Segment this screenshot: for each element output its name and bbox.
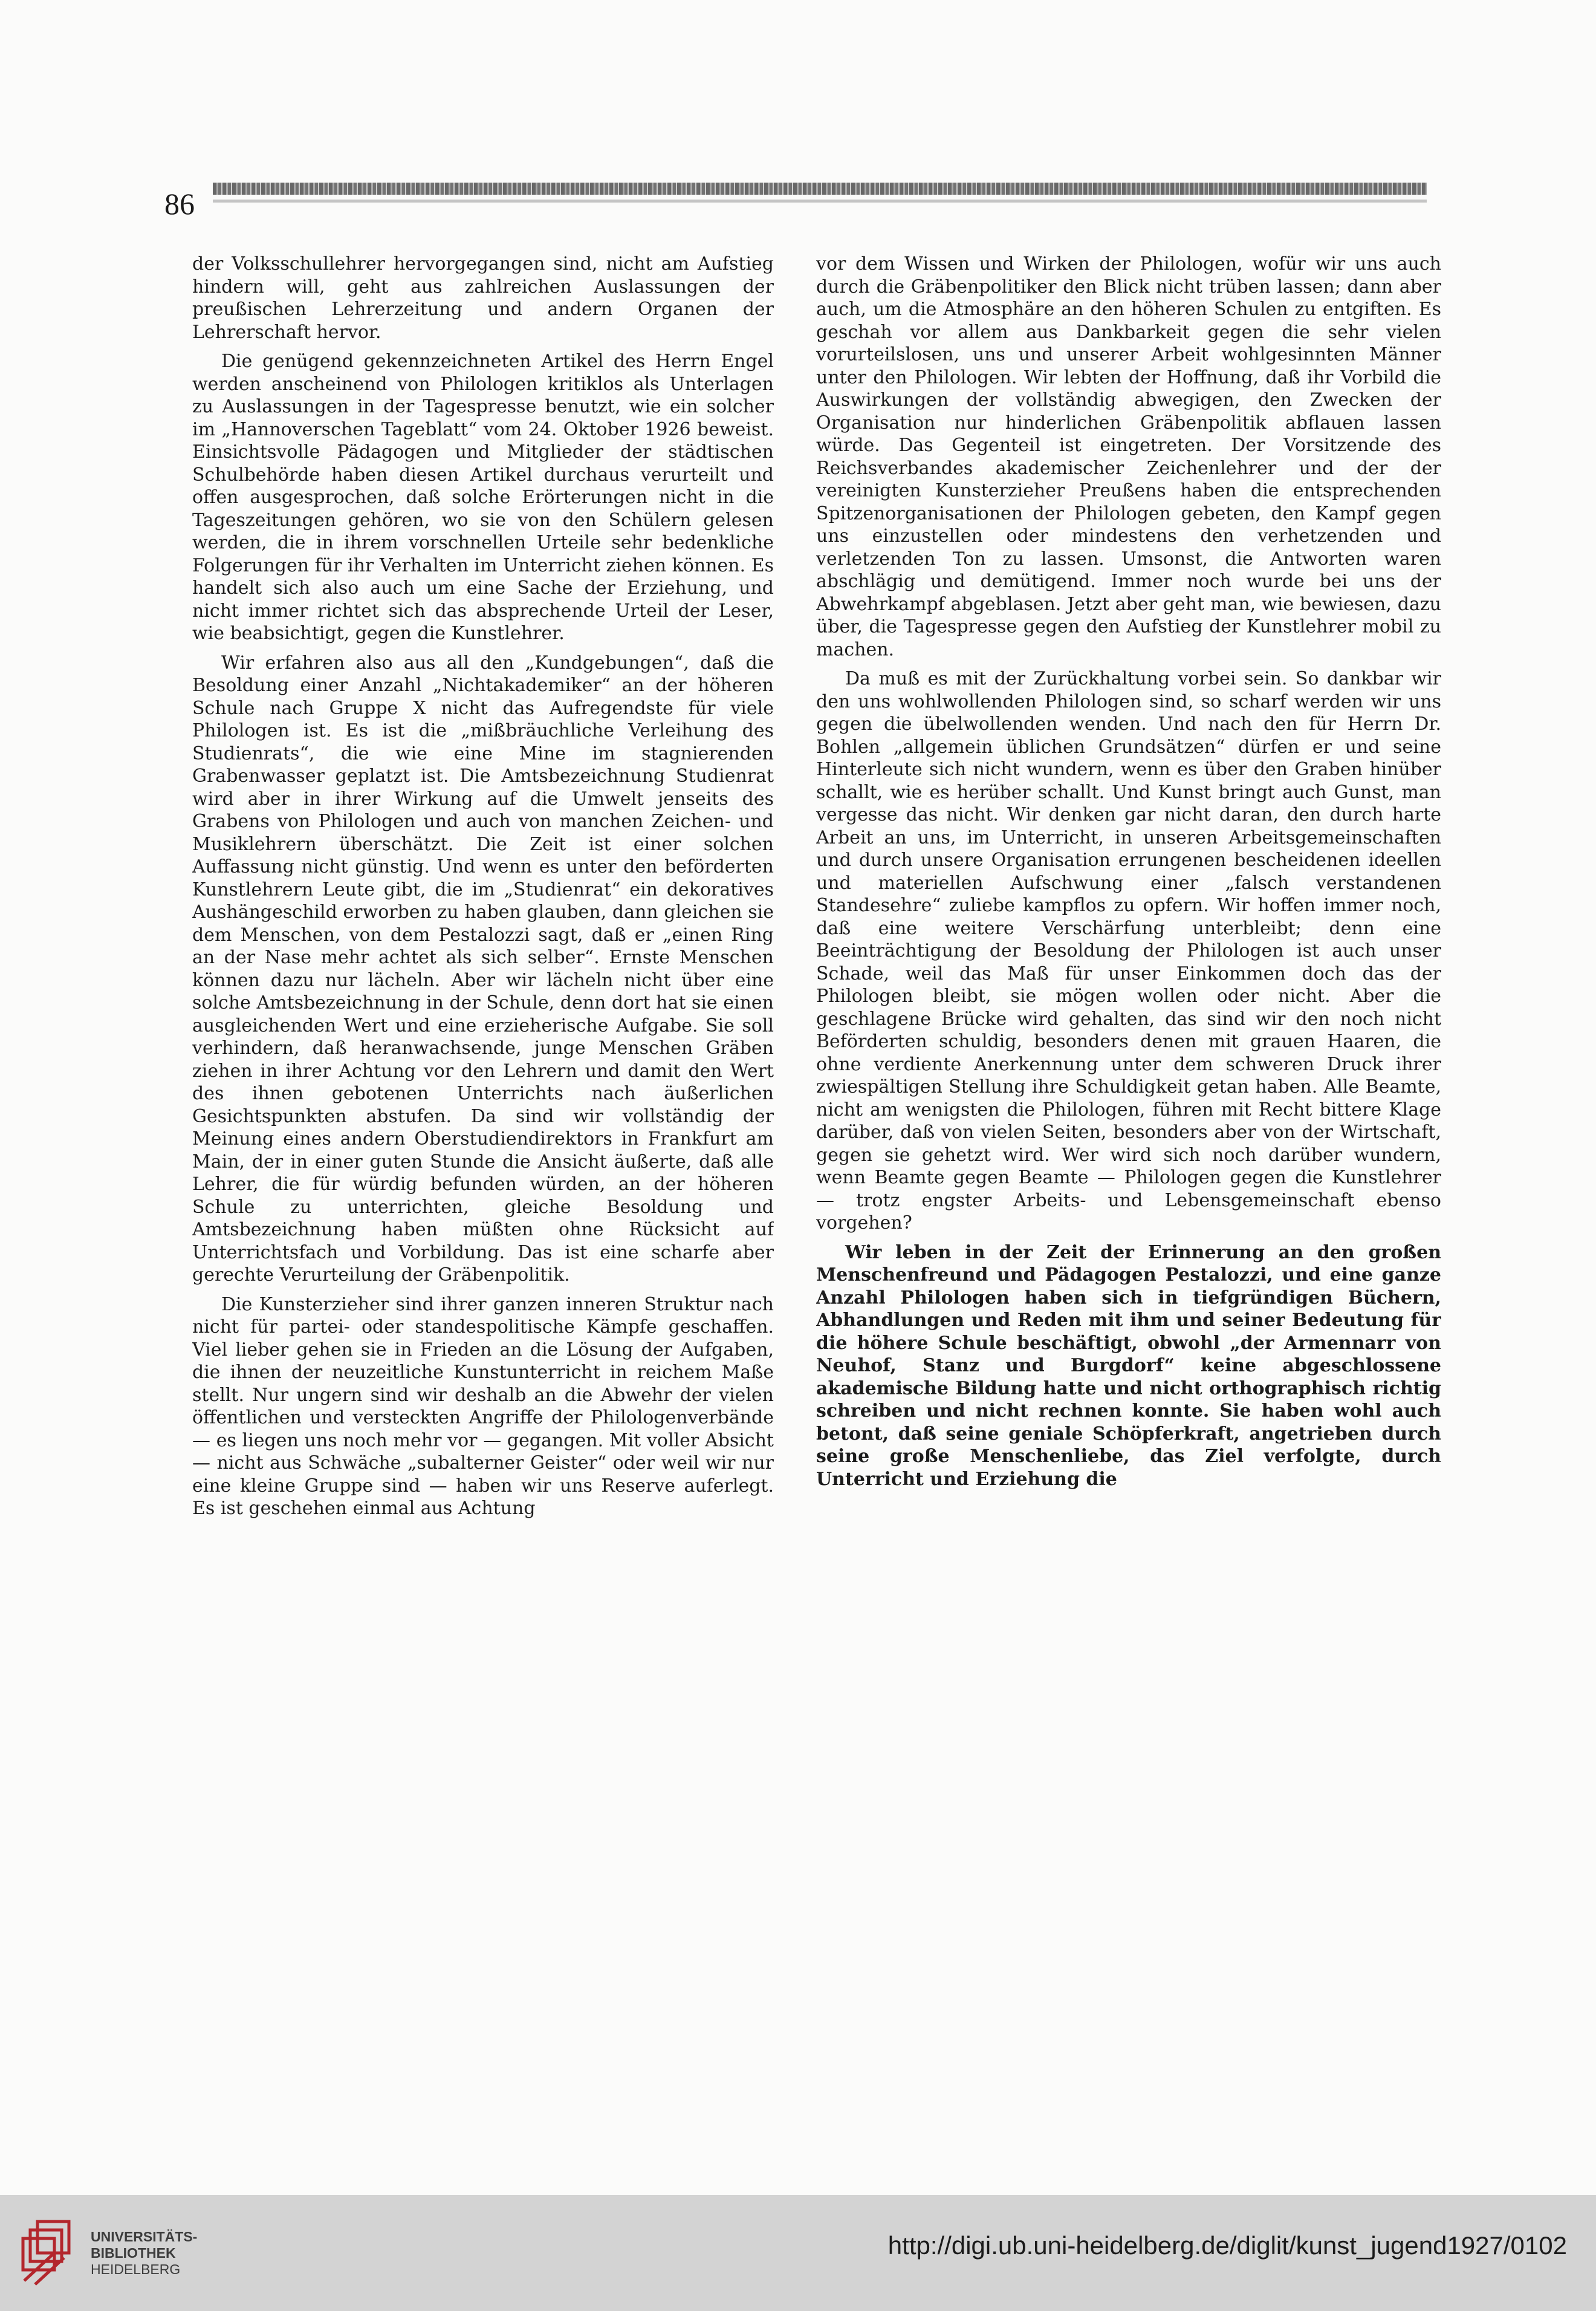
right-column <box>816 253 1441 2091</box>
logo-line: UNIVERSITÄTS- <box>91 2229 198 2244</box>
paragraph: Die Kunsterzieher sind ihrer ganzen inneren Struktur nach nicht für partei- oder standespolitische Kämpfe geschaffen. Viel lieber gehen sie in Frieden an die Lösung der Aufgaben, die ihnen der neuzeitliche Kunstunterricht in reichem Maße stellt. Nur ungern sind wir deshalb an die Abwehr der vielen öffentlichen und versteckten Angriffe der Philologenverbände — es liegen uns noch mehr vor — gegangen. Mit voller Absicht — nicht aus Schwäche „subalterner Geister“ oder weil wir nur eine kleine Gruppe sind — haben wir uns Reserve auferlegt. Es ist geschehen einmal aus Achtung <box>192 1293 774 1519</box>
library-logo-text[interactable] <box>91 2229 197 2278</box>
paragraph: Wir leben in der Zeit der Erinnerung an den großen Menschenfreund und Pädagogen Pestalozzi, und eine ganze Anzahl Philologen haben sich in tiefgründigen Büchern, Abhandlungen und Reden mit ihm und seiner Bedeutung für die höhere Schule beschäftigt, obwohl „der Armennarr von Neuhof, Stanz und Burgdorf“ keine abgeschlossene akademische Bildung hatte und nicht orthographisch richtig schreiben und nicht rechnen konnte. Sie haben wohl auch betont, daß seine geniale Schöpferkraft, angetrieben durch seine große Menschenliebe, das Ziel verfolgte, durch Unterricht und Erziehung die <box>816 1241 1441 1490</box>
library-logo-icon[interactable] <box>19 2217 86 2289</box>
logo-line: BIBLIOTHEK <box>91 2245 176 2261</box>
paragraph: Da muß es mit der Zurückhaltung vorbei sein. So dankbar wir den uns wohlwollenden Philologen sind, so scharf werden wir uns gegen die übelwollenden wenden. Und nach den für Herrn Dr. Bohlen „allgemein üblichen Grundsätzen“ dürfen er und seine Hinterleute sich nicht wundern, wenn es über den Graben hinüber schallt, wie es herüber schallt. Und Kunst bringt auch Gunst, man vergesse das nicht. Wir denken gar nicht daran, den durch harte Arbeit an uns, im Unterricht, in unseren Arbeitsgemeinschaften und durch unsere Organisation errungenen bescheidenen ideellen und materiellen Aufschwung einer „falsch verstandenen Standesehre“ zuliebe kampflos zu opfern. Wir hoffen immer noch, daß eine weitere Verschärfung unterbleibt; denn eine Beeinträchtigung der Besoldung der Philologen ist auch unser Schade, weil das Maß für unser Einkommen doch das der Philologen bleibt, sie mögen wollen oder nicht. Aber die geschlagene Brücke wird gehalten, das sind wir den noch nicht Beförderten schuldig, besonders denen mit grauen Haaren, die ohne verdiente Anerkennung unter dem schweren Druck ihrer zwiespältigen Stellung ihre Schuldigkeit getan haben. Alle Beamte, nicht am wenigsten die Philologen, führen mit Recht bittere Klage darüber, daß von vielen Seiten, besonders aber von der Wirtschaft, gegen sie gehetzt wird. Wer wird sich noch darüber wundern, wenn Beamte gegen Beamte — Philologen gegen die Kunstlehrer — trotz engster Arbeits- und Lebensgemeinschaft ebenso vorgehen? <box>816 668 1441 1234</box>
left-column <box>192 253 774 2091</box>
source-url[interactable]: http://digi.ub.uni-heidelberg.de/diglit/kunst_jugend1927/0102 <box>887 2231 1567 2260</box>
viewer-footer <box>0 2195 1596 2311</box>
header-rule <box>213 183 1427 195</box>
paragraph: Die genügend gekennzeichneten Artikel des Herrn Engel werden anscheinend von Philologen kritiklos als Unterlagen zu Auslassungen in der Tagespresse benutzt, wie ein solcher im „Hannoverschen Tageblatt“ vom 24. Oktober 1926 beweist. Einsichtsvolle Pädagogen und Mitglieder der städtischen Schulbehörde haben diesen Artikel durchaus verurteilt und offen ausgesprochen, daß solche Erörterungen nicht in die Tageszeitungen gehören, wo sie von den Schülern gelesen werden, die in ihrem vorschnellen Urteile sehr bedenkliche Folgerungen für ihr Verhalten im Unterricht ziehen können. Es handelt sich also auch um eine Sache der Erziehung, und nicht immer richtet sich das absprechende Urteil der Leser, wie beabsichtigt, gegen die Kunstlehrer. <box>192 351 774 644</box>
header-rule-thin <box>213 200 1427 203</box>
paragraph: vor dem Wissen und Wirken der Philologen, wofür wir uns auch durch die Gräbenpolitiker den Blick nicht trüben lassen; dann aber auch, um die Atmosphäre an den höheren Schulen zu entgiften. Es geschah vor allem aus Dankbarkeit gegen die sehr vielen vorurteilslosen, uns und unserer Arbeit wohlgesinnten Männer unter den Philologen. Wir lebten der Hoffnung, daß ihr Vorbild die Auswirkungen der vollständig abwegigen, den Zwecken der Organisation nur hinderlichen Gräbenpolitik abflauen lassen würde. Das Gegenteil ist eingetreten. Der Vorsitzende des Reichsverbandes akademischer Zeichenlehrer und der der vereinigten Kunsterzieher Preußens haben die entsprechenden Spitzenorganisationen der Philologen gebeten, den Kampf gegen uns einzustellen oder mindestens den verhetzenden und verletzenden Ton zu lassen. Umsonst, die Antworten waren abschlägig und demütigend. Immer noch wurde bei uns der Abwehrkampf abgeblasen. Jetzt aber geht man, wie bewiesen, dazu über, die Tagespresse gegen den Aufstieg der Kunstlehrer mobil zu machen. <box>816 253 1441 660</box>
paragraph: Wir erfahren also aus all den „Kundgebungen“, daß die Besoldung einer Anzahl „Nichtakademiker“ an der höheren Schule nach Gruppe X nicht das Aufregendste für viele Philologen ist. Es ist die „mißbräuchliche Verleihung des Studienrats“, die wie eine Mine im stagnierenden Grabenwasser geplatzt ist. Die Amtsbezeichnung Studienrat wird aber in ihrer Wirkung auf die Umwelt jenseits des Grabens von Philologen und auch von manchen Zeichen- und Musiklehrern überschätzt. Die Zeit ist einer solchen Auffassung nicht günstig. Und wenn es unter den beförderten Kunstlehrern Leute gibt, die im „Studienrat“ ein dekoratives Aushängeschild erworben zu haben glauben, dann gleichen sie dem Menschen, von dem Pestalozzi sagt, daß er „einen Ring an der Nase mehr achtet als sich selber“. Ernste Menschen können dazu nur lächeln. Aber wir lächeln nicht über eine solche Amtsbezeichnung in der Schule, denn dort hat sie einen ausgleichenden Wert und eine erzieherische Aufgabe. Sie soll verhindern, daß heranwachsende, junge Menschen Gräben ziehen in ihrer Achtung vor den Lehrern und damit den Wert des ihnen gebotenen Unterrichts nach äußerlichen Gesichtspunkten abstufen. Da sind wir vollständig der Meinung eines andern Oberstudiendirektors in Frankfurt am Main, der in einer guten Stunde die Ansicht äußerte, daß alle Lehrer, die für würdig befunden würden, an der höheren Schule zu unterrichten, gleiche Besoldung und Amtsbezeichnung haben müßten ohne Rücksicht auf Unterrichtsfach und Vorbildung. Das ist eine scharfe aber gerechte Verurteilung der Gräbenpolitik. <box>192 652 774 1286</box>
paragraph: der Volksschullehrer hervorgegangen sind, nicht am Aufstieg hindern will, geht aus zahlreichen Auslassungen der preußischen Lehrerzeitung und andern Organen der Lehrerschaft hervor. <box>192 253 774 343</box>
logo-line: HEIDELBERG <box>91 2261 181 2277</box>
page-number: 86 <box>164 187 195 221</box>
